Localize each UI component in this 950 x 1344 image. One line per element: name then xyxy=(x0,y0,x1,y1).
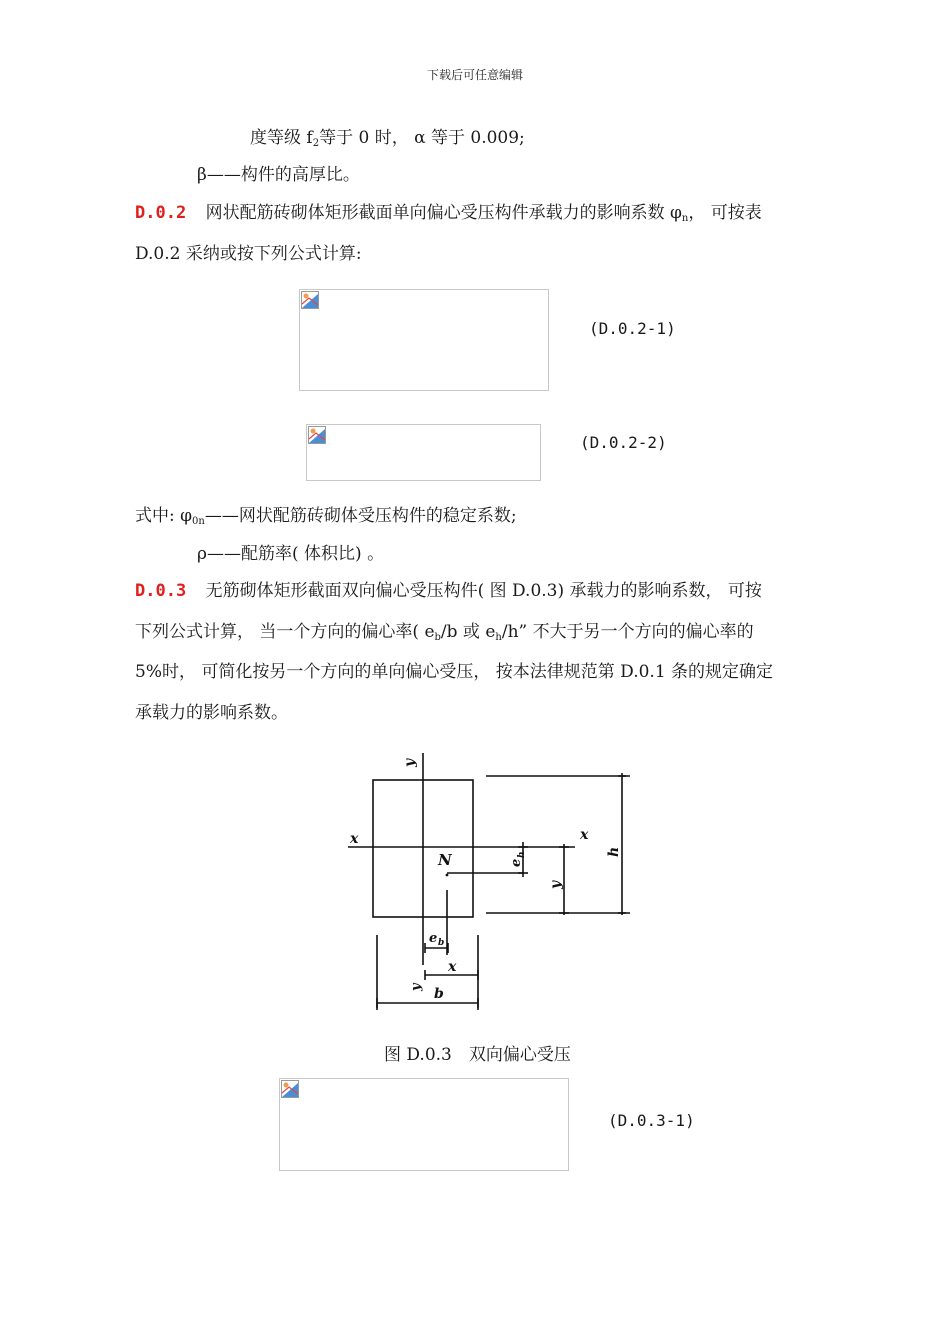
text-fragment: 下列公式计算， 当一个方向的偏心率( e xyxy=(135,622,435,642)
figure-caption: 图 D.0.3 双向偏心受压 xyxy=(384,1045,571,1065)
formula-image xyxy=(306,424,541,481)
text-fragment: ， 可按表 xyxy=(688,203,762,223)
equation-number: (D.0.3-1) xyxy=(608,1111,695,1130)
biaxial-eccentric-compression-figure xyxy=(340,745,640,1015)
page-header: 下载后可任意编辑 xyxy=(426,68,523,82)
broken-image-icon xyxy=(281,1080,299,1098)
subscript: 0n xyxy=(192,516,205,527)
subscript: 2 xyxy=(312,138,320,149)
label-x-left: x xyxy=(350,831,359,847)
formula-image xyxy=(279,1078,569,1171)
text-fragment: ——网状配筋砖砌体受压构件的稳定系数; xyxy=(204,506,517,526)
label-eb: e xyxy=(429,931,438,946)
label-eh-sub: h xyxy=(517,851,527,858)
text-line: 承载力的影响系数。 xyxy=(135,703,288,723)
label-b: b xyxy=(434,986,444,1002)
formula-image xyxy=(299,289,549,391)
clause-number: D.0.3 xyxy=(135,581,187,601)
text-fragment: /h” 不大于另一个方向的偏心率的 xyxy=(501,622,754,642)
text-line xyxy=(135,621,754,649)
subscript: h xyxy=(495,632,502,643)
text-line: β——构件的高厚比。 xyxy=(197,165,360,185)
label-y-mid: y xyxy=(548,880,564,889)
text-fragment: 无筋砌体矩形截面双向偏心受压构件( 图 D.0.3) 承载力的影响系数， 可按 xyxy=(205,581,762,601)
clause-number: D.0.2 xyxy=(135,203,187,223)
label-x-bottom: x xyxy=(448,959,457,975)
label-N: N xyxy=(438,851,452,869)
label-x-right: x xyxy=(580,827,589,843)
equation-number: (D.0.2-2) xyxy=(580,433,667,452)
text-line: ρ——配筋率( 体积比) 。 xyxy=(197,544,385,564)
text-fragment: 等于 0 时， α 等于 0.009; xyxy=(319,128,525,148)
text-line xyxy=(135,202,762,230)
label-h: h xyxy=(606,846,622,857)
text-line: D.0.2 采纳或按下列公式计算: xyxy=(135,244,362,264)
broken-image-icon xyxy=(301,291,319,309)
text-line xyxy=(250,127,525,155)
text-line xyxy=(135,505,517,533)
text-line xyxy=(135,580,762,602)
subscript: b xyxy=(434,632,441,643)
label-y-top: y xyxy=(402,758,418,767)
broken-image-icon xyxy=(308,426,326,444)
label-eh: e xyxy=(509,858,524,867)
label-y-bottom: y xyxy=(409,983,424,991)
text-fragment: /b 或 e xyxy=(440,622,496,642)
text-line: 5%时， 可简化按另一个方向的单向偏心受压， 按本法律规范第 D.0.1 条的规定确定 xyxy=(135,662,774,682)
text-fragment: 式中: φ xyxy=(135,506,193,526)
subscript: n xyxy=(681,213,689,224)
load-point xyxy=(446,874,449,877)
equation-number: (D.0.2-1) xyxy=(589,319,676,338)
text-fragment: 网状配筋砖砌体矩形截面单向偏心受压构件承载力的影响系数 φ xyxy=(205,203,682,223)
label-eb-sub: b xyxy=(438,938,445,948)
text-fragment: 度等级 f xyxy=(250,128,313,148)
